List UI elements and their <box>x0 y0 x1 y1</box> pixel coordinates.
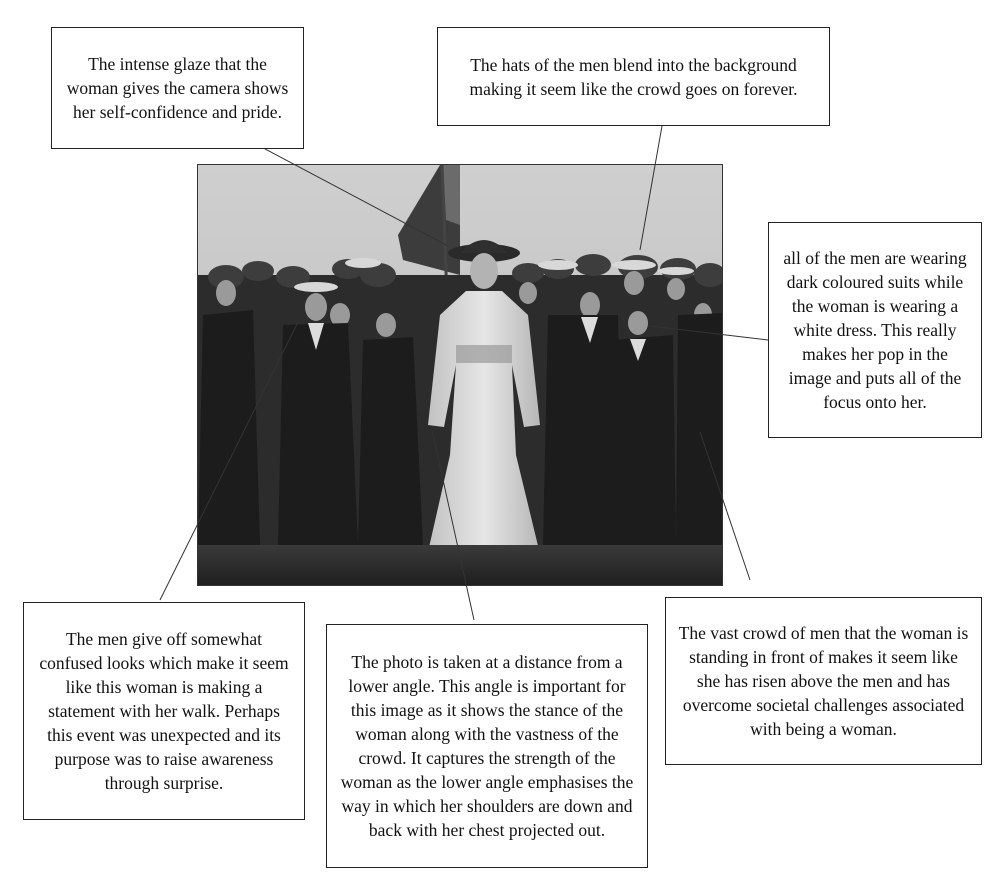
annotation-crowd-text: The vast crowd of men that the woman is standing in front of makes it seem like she has risen above the men and has overcome societal challenges associated with being a woman. <box>678 623 969 739</box>
historical-photo <box>197 164 723 586</box>
annotation-hats-text: The hats of the men blend into the background making it seem like the crowd goes on forever. <box>469 54 798 99</box>
annotation-suits-text: all of the men are wearing dark coloured suits while the woman is wearing a white dress. This really makes her pop in the image and puts all of the focus onto her. <box>783 248 967 412</box>
annotation-suits <box>768 222 982 438</box>
annotation-hats <box>437 27 830 126</box>
annotation-gaze <box>51 27 304 149</box>
annotation-confused-text: The men give off somewhat confused looks which make it seem like this woman is making a statement with her walk. Perhaps this event was unexpected and its purpose was to raise awareness through surprise. <box>39 629 289 793</box>
annotation-confused <box>23 602 305 820</box>
annotation-angle-text: The photo is taken at a distance from a lower angle. This angle is important for this image as it shows the stance of the woman along with the vastness of the crowd. It captures the strength of the woman as the lower angle emphasises the way in which her shoulders are down and back with her chest projected out. <box>340 652 634 840</box>
photo-illustration <box>198 165 723 586</box>
annotation-gaze-text: The intense glaze that the woman gives the camera shows her self-confidence and pride. <box>66 54 289 122</box>
annotation-angle <box>326 624 648 868</box>
annotation-crowd <box>665 597 982 765</box>
